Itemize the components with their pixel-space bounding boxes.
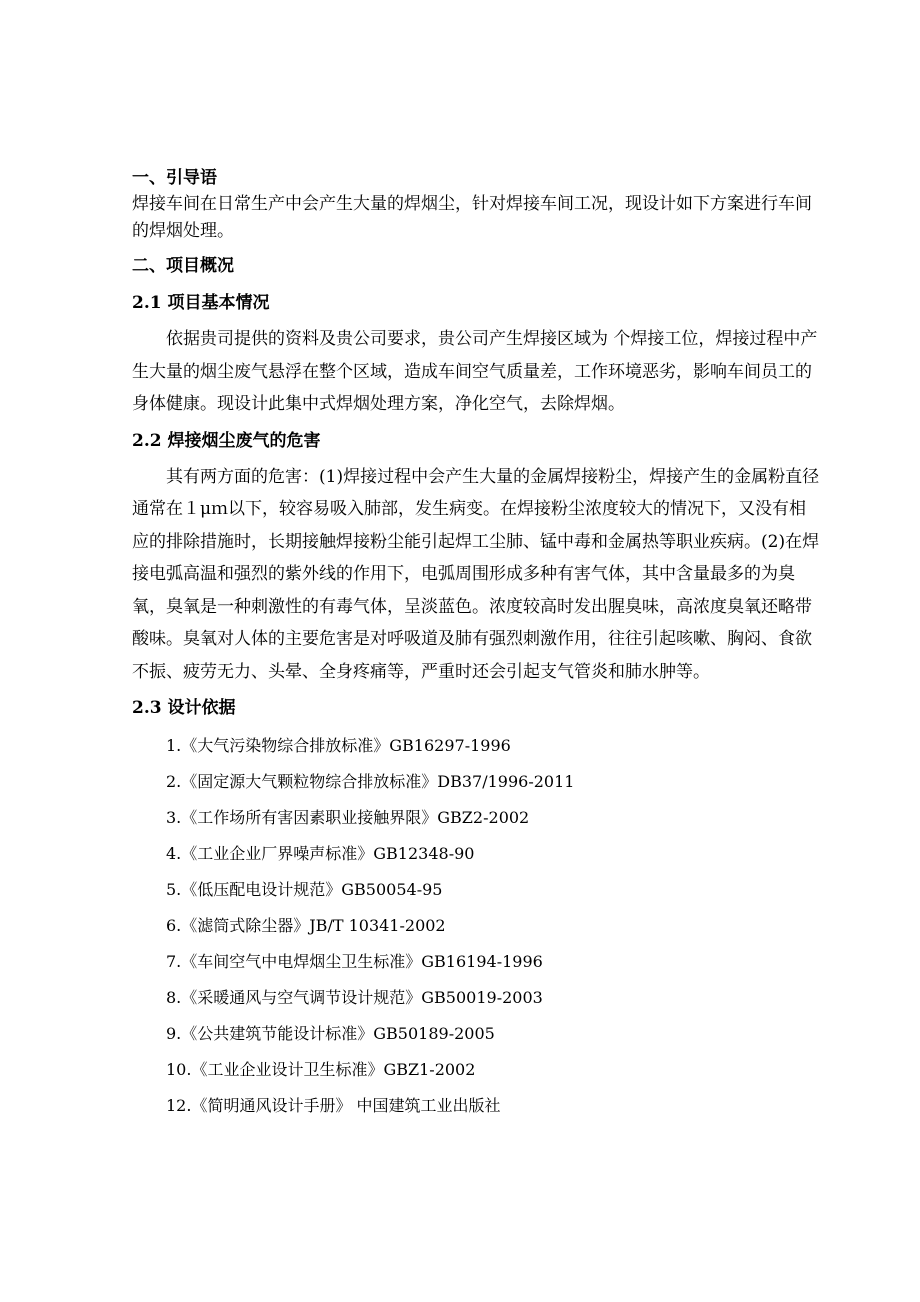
reference-item: 2.《固定源大气颗粒物综合排放标准》DB37/1996-2011 [166,772,575,791]
hazards-paragraph: 其有两方面的危害：(1)焊接过程中会产生大量的金属焊接粉尘，焊接产生的金属粉直径通常在１μｍ以下，较容易吸入肺部，发生病变。在焊接粉尘浓度较大的情况下，又没有相应的排除措施时，长期接触焊接粉尘能引起焊工尘肺、锰中毒和金属热等职业疾病。(2)在焊接电弧高温和强烈的紫外线的作用下，电弧周围形成多种有害气体，其中含量最多的为臭氧，臭氧是一种刺激性的有毒气体，呈淡蓝色。浓度较高时发出腥臭味，高浓度臭氧还略带酸味。臭氧对人体的主要危害是对呼吸道及肺有强烈刺激作用，往往引起咳嗽、胸闷、食欲不振、疲劳无力、头晕、全身疼痛等，严重时还会引起支气管炎和肺水肿等。 [132,466,820,682]
subsection-heading-hazards: 2.2 焊接烟尘废气的危害 [132,430,321,451]
section-heading-intro: 一、引导语 [132,168,217,188]
reference-item: 10.《工业企业设计卫生标准》GBZ1-2002 [166,1060,476,1079]
reference-item: 5.《低压配电设计规范》GB50054-95 [166,880,443,899]
subsection-heading-design-basis: 2.3 设计依据 [132,698,236,718]
reference-item: 8.《采暖通风与空气调节设计规范》GB50019-2003 [166,988,543,1007]
reference-item: 6.《滤筒式除尘器》JB/T 10341-2002 [166,916,446,935]
reference-item: 3.《工作场所有害因素职业接触界限》GBZ2-2002 [166,808,530,827]
reference-item: 12.《简明通风设计手册》 中国建筑工业出版社 [166,1096,501,1115]
intro-paragraph: 焊接车间在日常生产中会产生大量的焊烟尘，针对焊接车间工况，现设计如下方案进行车间的焊烟处理。 [132,194,812,241]
reference-item: 4.《工业企业厂界噪声标准》GB12348-90 [166,844,475,863]
section-heading-overview: 二、项目概况 [132,256,234,276]
reference-item: 9.《公共建筑节能设计标准》GB50189-2005 [166,1024,495,1043]
reference-item: 1.《大气污染物综合排放标准》GB16297-1996 [166,736,511,755]
basic-info-paragraph: 依据贵司提供的资料及贵公司要求，贵公司产生焊接区域为 个焊接工位，焊接过程中产生大量的烟尘废气悬浮在整个区域，造成车间空气质量差，工作环境恶劣，影响车间员工的身体健康。现设计此集中式焊烟处理方案，净化空气，去除焊烟。 [132,329,818,414]
reference-list [132,728,822,1124]
subsection-heading-basic-info: 2.1 项目基本情况 [132,293,270,313]
document-body [132,165,822,1124]
reference-item: 7.《车间空气中电焊烟尘卫生标准》GB16194-1996 [166,952,543,971]
